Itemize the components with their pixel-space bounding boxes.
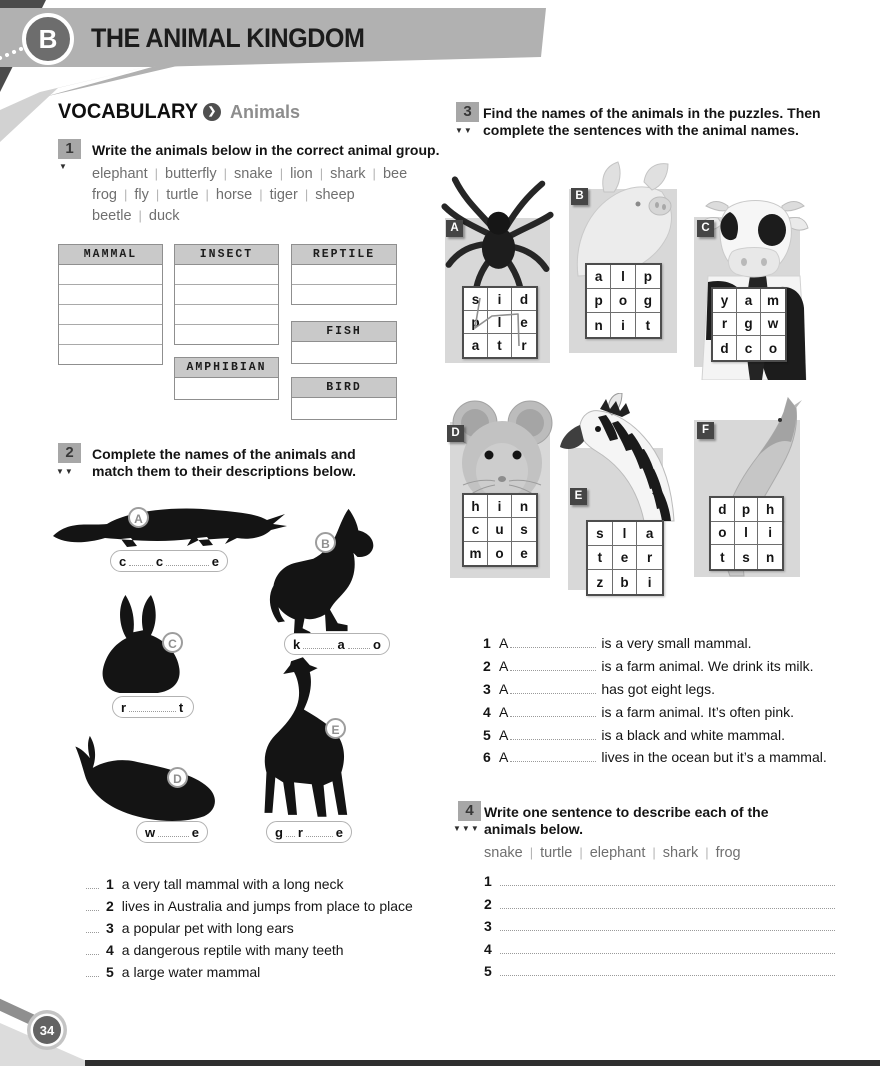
grid-cell: c <box>737 336 761 360</box>
line-number: 5 <box>484 963 492 979</box>
grid-cell: n <box>512 495 536 518</box>
pool-word: shark <box>662 845 699 861</box>
word-separator: | <box>223 166 228 181</box>
grid-cell: i <box>488 288 512 311</box>
page-number-decoration <box>0 995 150 1066</box>
group-box-fish <box>291 321 397 364</box>
write-line <box>484 963 835 979</box>
pool-word: sheep <box>315 187 355 203</box>
pool-word: elephant <box>92 166 148 182</box>
pool-word: butterfly <box>165 166 217 182</box>
puzzle-letter-chip: B <box>571 188 588 205</box>
description-item <box>86 942 344 958</box>
line-number: 2 <box>484 896 492 912</box>
word-pool-line <box>92 208 180 224</box>
blank-letter: k <box>293 636 301 652</box>
grid-cell: g <box>737 313 761 337</box>
animal-label: B <box>315 532 336 553</box>
blank-dots <box>166 556 209 566</box>
grid-cell: n <box>766 549 775 565</box>
grid-cell: o <box>488 542 512 565</box>
sentence-text: is a farm animal. It’s often pink. <box>601 704 795 720</box>
group-box-amphibian <box>174 357 279 400</box>
answer-blank <box>510 682 596 694</box>
group-header: BIRD <box>292 378 396 398</box>
sentence-number: 4 <box>483 704 491 720</box>
pool-word: lion <box>290 166 313 182</box>
answer-blank <box>510 705 596 717</box>
grid-cell: p <box>587 289 611 313</box>
description-number: 3 <box>106 920 114 936</box>
sentence-item <box>483 749 827 765</box>
exercise-1-difficulty: ▼ <box>59 162 68 171</box>
write-in-row <box>292 398 396 419</box>
answer-blank <box>510 636 596 648</box>
word-separator: | <box>705 845 709 860</box>
grid-cell: e <box>520 545 528 561</box>
description-item <box>86 964 260 980</box>
description-number: 5 <box>106 964 114 980</box>
write-in-row <box>59 304 162 324</box>
grid-cell: p <box>636 265 660 289</box>
pool-word: duck <box>148 208 180 224</box>
line-number: 3 <box>484 918 492 934</box>
word-separator: | <box>154 166 159 181</box>
sentence-prefix: A <box>499 727 509 743</box>
blank-letter: o <box>373 636 381 652</box>
grid-cell: a <box>587 265 611 289</box>
page-title: THE ANIMAL KINGDOM <box>91 23 365 53</box>
group-header: FISH <box>292 322 396 342</box>
puzzle-letter-chip: F <box>697 422 714 439</box>
name-blank-rabbit <box>112 696 194 718</box>
pool-word: snake <box>484 845 523 861</box>
grid-cell: s <box>735 545 759 569</box>
word-separator: | <box>319 166 324 181</box>
description-item <box>86 898 413 914</box>
sentence-prefix: A <box>499 704 509 720</box>
grid-cell: l <box>611 265 635 289</box>
grid-cell: t <box>711 545 735 569</box>
animal-label: A <box>128 507 149 528</box>
pool-word: fly <box>134 187 149 203</box>
pool-word: horse <box>215 187 253 203</box>
blank-letter: e <box>211 553 219 569</box>
word-separator: | <box>138 208 142 223</box>
exercise-2-number: 2 <box>58 443 81 463</box>
pig-photo <box>560 158 680 278</box>
blank-letter: r <box>297 824 303 840</box>
answer-line <box>500 964 835 976</box>
grid-cell: l <box>613 522 638 546</box>
pool-word: elephant <box>589 845 646 861</box>
group-box-reptile <box>291 244 397 305</box>
blank-letter: a <box>337 636 345 652</box>
word-separator: | <box>652 845 656 860</box>
grid-cell: e <box>613 546 638 570</box>
sentence-text: is a black and white mammal. <box>601 727 785 743</box>
answer-blank <box>510 659 596 671</box>
name-blank-whale <box>136 821 208 843</box>
answer-line <box>500 919 835 931</box>
grid-cell: m <box>761 289 785 313</box>
write-line <box>484 941 835 957</box>
whale-silhouette <box>74 732 220 824</box>
word-pool-line <box>484 845 741 861</box>
pool-word: bee <box>382 166 408 182</box>
sentence-prefix: A <box>499 749 509 765</box>
group-box-mammal <box>58 244 163 365</box>
match-blank <box>86 922 99 933</box>
sentence-number: 5 <box>483 727 491 743</box>
word-separator: | <box>279 166 284 181</box>
exercise-2-difficulty: ▼▼ <box>56 467 74 476</box>
word-separator: | <box>529 845 534 860</box>
write-in-row <box>59 344 162 364</box>
blank-letter: g <box>275 824 283 840</box>
sentence-text: has got eight legs. <box>601 681 715 697</box>
name-blank-kangaroo <box>284 633 390 655</box>
sentence-number: 3 <box>483 681 491 697</box>
pool-word: turtle <box>166 187 199 203</box>
grid-cell: d <box>713 336 737 360</box>
blank-letter: c <box>155 553 164 569</box>
sentence-text: is a farm animal. We drink its milk. <box>601 658 814 674</box>
blank-dots <box>303 639 334 649</box>
pool-word: shark <box>330 166 366 182</box>
write-in-row <box>292 265 396 284</box>
blank-letter: r <box>121 699 127 715</box>
animal-label: D <box>167 767 188 788</box>
word-separator: | <box>259 187 263 202</box>
letter-grid-pig <box>585 263 662 339</box>
write-in-row <box>175 284 278 304</box>
sentence-prefix: A <box>499 681 509 697</box>
sentence-number: 6 <box>483 749 491 765</box>
exercise-2-heading: Complete the names of the animals and <box>92 446 356 462</box>
letter-grid-dolphin <box>709 496 784 571</box>
grid-cell: d <box>711 498 735 522</box>
puzzle-letter-chip: D <box>447 425 464 442</box>
grid-cell: g <box>636 289 660 313</box>
giraffe-silhouette <box>232 655 360 823</box>
group-box-bird <box>291 377 397 420</box>
sentence-item <box>483 681 715 697</box>
page-number: 34 <box>39 1023 55 1038</box>
arrow-icon: ❯ <box>203 103 221 121</box>
answer-line <box>500 874 835 886</box>
blank-letter: t <box>178 699 184 715</box>
word-separator: | <box>205 187 209 202</box>
description-item <box>86 876 344 892</box>
write-in-row <box>175 304 278 324</box>
grid-cell: r <box>637 546 662 570</box>
blank-dots <box>129 702 176 712</box>
sentence-item <box>483 727 785 743</box>
pool-word: snake <box>234 166 273 182</box>
exercise-3-heading: Find the names of the animals in the puzzles. Then <box>483 105 821 121</box>
blank-letter: w <box>145 824 156 840</box>
grid-cell: o <box>768 340 778 356</box>
description-number: 1 <box>106 876 114 892</box>
group-box-insect <box>174 244 279 345</box>
unit-letter: B <box>38 24 58 54</box>
write-line <box>484 873 835 889</box>
grid-cell: a <box>737 289 761 313</box>
sentence-text: lives in the ocean but it’s a mammal. <box>601 749 827 765</box>
sentence-prefix: A <box>499 635 509 651</box>
example-pencil-line <box>462 286 534 355</box>
exercise-4-number: 4 <box>458 801 481 821</box>
grid-cell: t <box>488 334 512 357</box>
exercise-1-heading: Write the animals below in the correct animal group. <box>92 142 440 158</box>
puzzle-letter-chip: A <box>446 220 463 237</box>
sentence-prefix: A <box>499 658 509 674</box>
exercise-2-heading: match them to their descriptions below. <box>92 463 356 479</box>
sentence-number: 1 <box>483 635 491 651</box>
grid-cell: h <box>464 495 488 518</box>
exercise-4-difficulty: ▼▼▼ <box>453 824 480 833</box>
match-blank <box>86 944 99 955</box>
word-separator: | <box>372 166 376 181</box>
blank-letter: e <box>335 824 343 840</box>
puzzle-letter-chip: E <box>570 488 587 505</box>
grid-cell: i <box>611 313 635 337</box>
name-blank-giraffe <box>266 821 352 843</box>
group-header: AMPHIBIAN <box>175 358 278 378</box>
description-text: a very tall mammal with a long neck <box>121 876 344 892</box>
animal-label: E <box>325 718 346 739</box>
grid-cell: n <box>587 313 611 337</box>
exercise-3-heading: complete the sentences with the animal names. <box>483 122 799 138</box>
crocodile-silhouette <box>48 500 290 550</box>
section-subtitle: Animals <box>230 102 301 122</box>
answer-blank <box>510 750 596 762</box>
group-header: REPTILE <box>292 245 396 265</box>
grid-cell: y <box>713 289 737 313</box>
letter-grid-mouse <box>462 493 538 567</box>
group-header: MAMMAL <box>59 245 162 265</box>
unit-letter-badge <box>22 13 74 65</box>
grid-cell: i <box>488 495 512 518</box>
match-blank <box>86 878 99 889</box>
exercise-3-number: 3 <box>456 102 479 122</box>
grid-cell: o <box>711 522 735 546</box>
word-separator: | <box>579 845 583 860</box>
blank-dots <box>129 556 153 566</box>
word-separator: | <box>124 187 128 202</box>
grid-cell: p <box>464 311 488 334</box>
grid-cell: c <box>464 518 488 541</box>
sentence-item <box>483 704 794 720</box>
grid-cell: w <box>761 313 785 337</box>
answer-blank <box>510 728 596 740</box>
pool-word: frog <box>92 187 117 203</box>
blank-dots <box>306 827 333 837</box>
grid-cell: l <box>488 311 512 334</box>
grid-cell: t <box>588 546 613 570</box>
write-in-row <box>292 342 396 363</box>
grid-cell: h <box>758 498 782 522</box>
grid-cell: i <box>647 574 652 590</box>
puzzle-letter-chip: C <box>697 220 714 237</box>
match-blank <box>86 900 99 911</box>
write-in-row <box>59 265 162 284</box>
grid-cell: s <box>512 518 536 541</box>
sentence-item <box>483 635 751 651</box>
grid-cell: s <box>464 288 488 311</box>
grid-cell: u <box>488 518 512 541</box>
write-in-row <box>175 378 278 399</box>
grid-cell: r <box>521 338 527 353</box>
grid-cell: e <box>512 311 536 334</box>
blank-dots <box>348 639 370 649</box>
page-bottom-edge <box>85 1060 880 1066</box>
blank-letter: c <box>119 553 127 569</box>
description-number: 2 <box>106 898 114 914</box>
description-text: lives in Australia and jumps from place to place <box>121 898 413 914</box>
description-text: a popular pet with long ears <box>121 920 294 936</box>
answer-line <box>500 942 835 954</box>
sentence-number: 2 <box>483 658 491 674</box>
grid-cell: r <box>713 313 737 337</box>
write-in-row <box>175 324 278 344</box>
grid-cell: b <box>613 570 638 594</box>
write-line <box>484 918 835 934</box>
animal-label: C <box>162 632 183 653</box>
pool-word: frog <box>715 845 741 861</box>
description-item <box>86 920 294 936</box>
blank-dots <box>158 827 189 837</box>
line-number: 4 <box>484 941 492 957</box>
description-text: a dangerous reptile with many teeth <box>121 942 344 958</box>
grid-cell: i <box>758 522 782 546</box>
answer-line <box>500 897 835 909</box>
grid-cell: l <box>735 522 759 546</box>
write-in-row <box>175 265 278 284</box>
match-blank <box>86 966 99 977</box>
write-in-row <box>59 324 162 344</box>
pool-word: tiger <box>269 187 298 203</box>
letter-grid-zebra <box>586 520 664 596</box>
blank-letter: e <box>191 824 199 840</box>
zebra-photo <box>556 393 678 525</box>
grid-cell: m <box>464 542 488 565</box>
word-pool-line <box>92 187 355 203</box>
write-in-row <box>292 284 396 304</box>
grid-cell: a <box>464 334 488 357</box>
sentence-text: is a very small mammal. <box>601 635 752 651</box>
description-text: a large water mammal <box>121 964 261 980</box>
grid-cell: a <box>637 522 662 546</box>
grid-cell: d <box>512 288 536 311</box>
description-number: 4 <box>106 942 114 958</box>
grid-cell: t <box>645 317 651 333</box>
blank-dots <box>286 827 295 837</box>
sentence-item <box>483 658 813 674</box>
grid-cell: z <box>588 570 613 594</box>
exercise-3-difficulty: ▼▼ <box>455 126 473 135</box>
grid-cell: o <box>611 289 635 313</box>
word-separator: | <box>304 187 309 202</box>
letter-grid-cow <box>711 287 787 362</box>
word-pool-line <box>92 166 407 182</box>
name-blank-crocodile <box>110 550 228 572</box>
write-in-row <box>59 284 162 304</box>
grid-cell: s <box>588 522 613 546</box>
kangaroo-silhouette <box>263 505 393 637</box>
exercise-4-heading: Write one sentence to describe each of the <box>484 804 769 820</box>
section-title: VOCABULARY <box>58 100 199 123</box>
write-line <box>484 896 835 912</box>
exercise-4-heading: animals below. <box>484 821 584 837</box>
word-separator: | <box>155 187 160 202</box>
pool-word: turtle <box>540 845 573 861</box>
group-header: INSECT <box>175 245 278 265</box>
pool-word: beetle <box>92 208 132 224</box>
grid-cell: p <box>735 498 759 522</box>
line-number: 1 <box>484 873 492 889</box>
exercise-1-number: 1 <box>58 139 81 159</box>
